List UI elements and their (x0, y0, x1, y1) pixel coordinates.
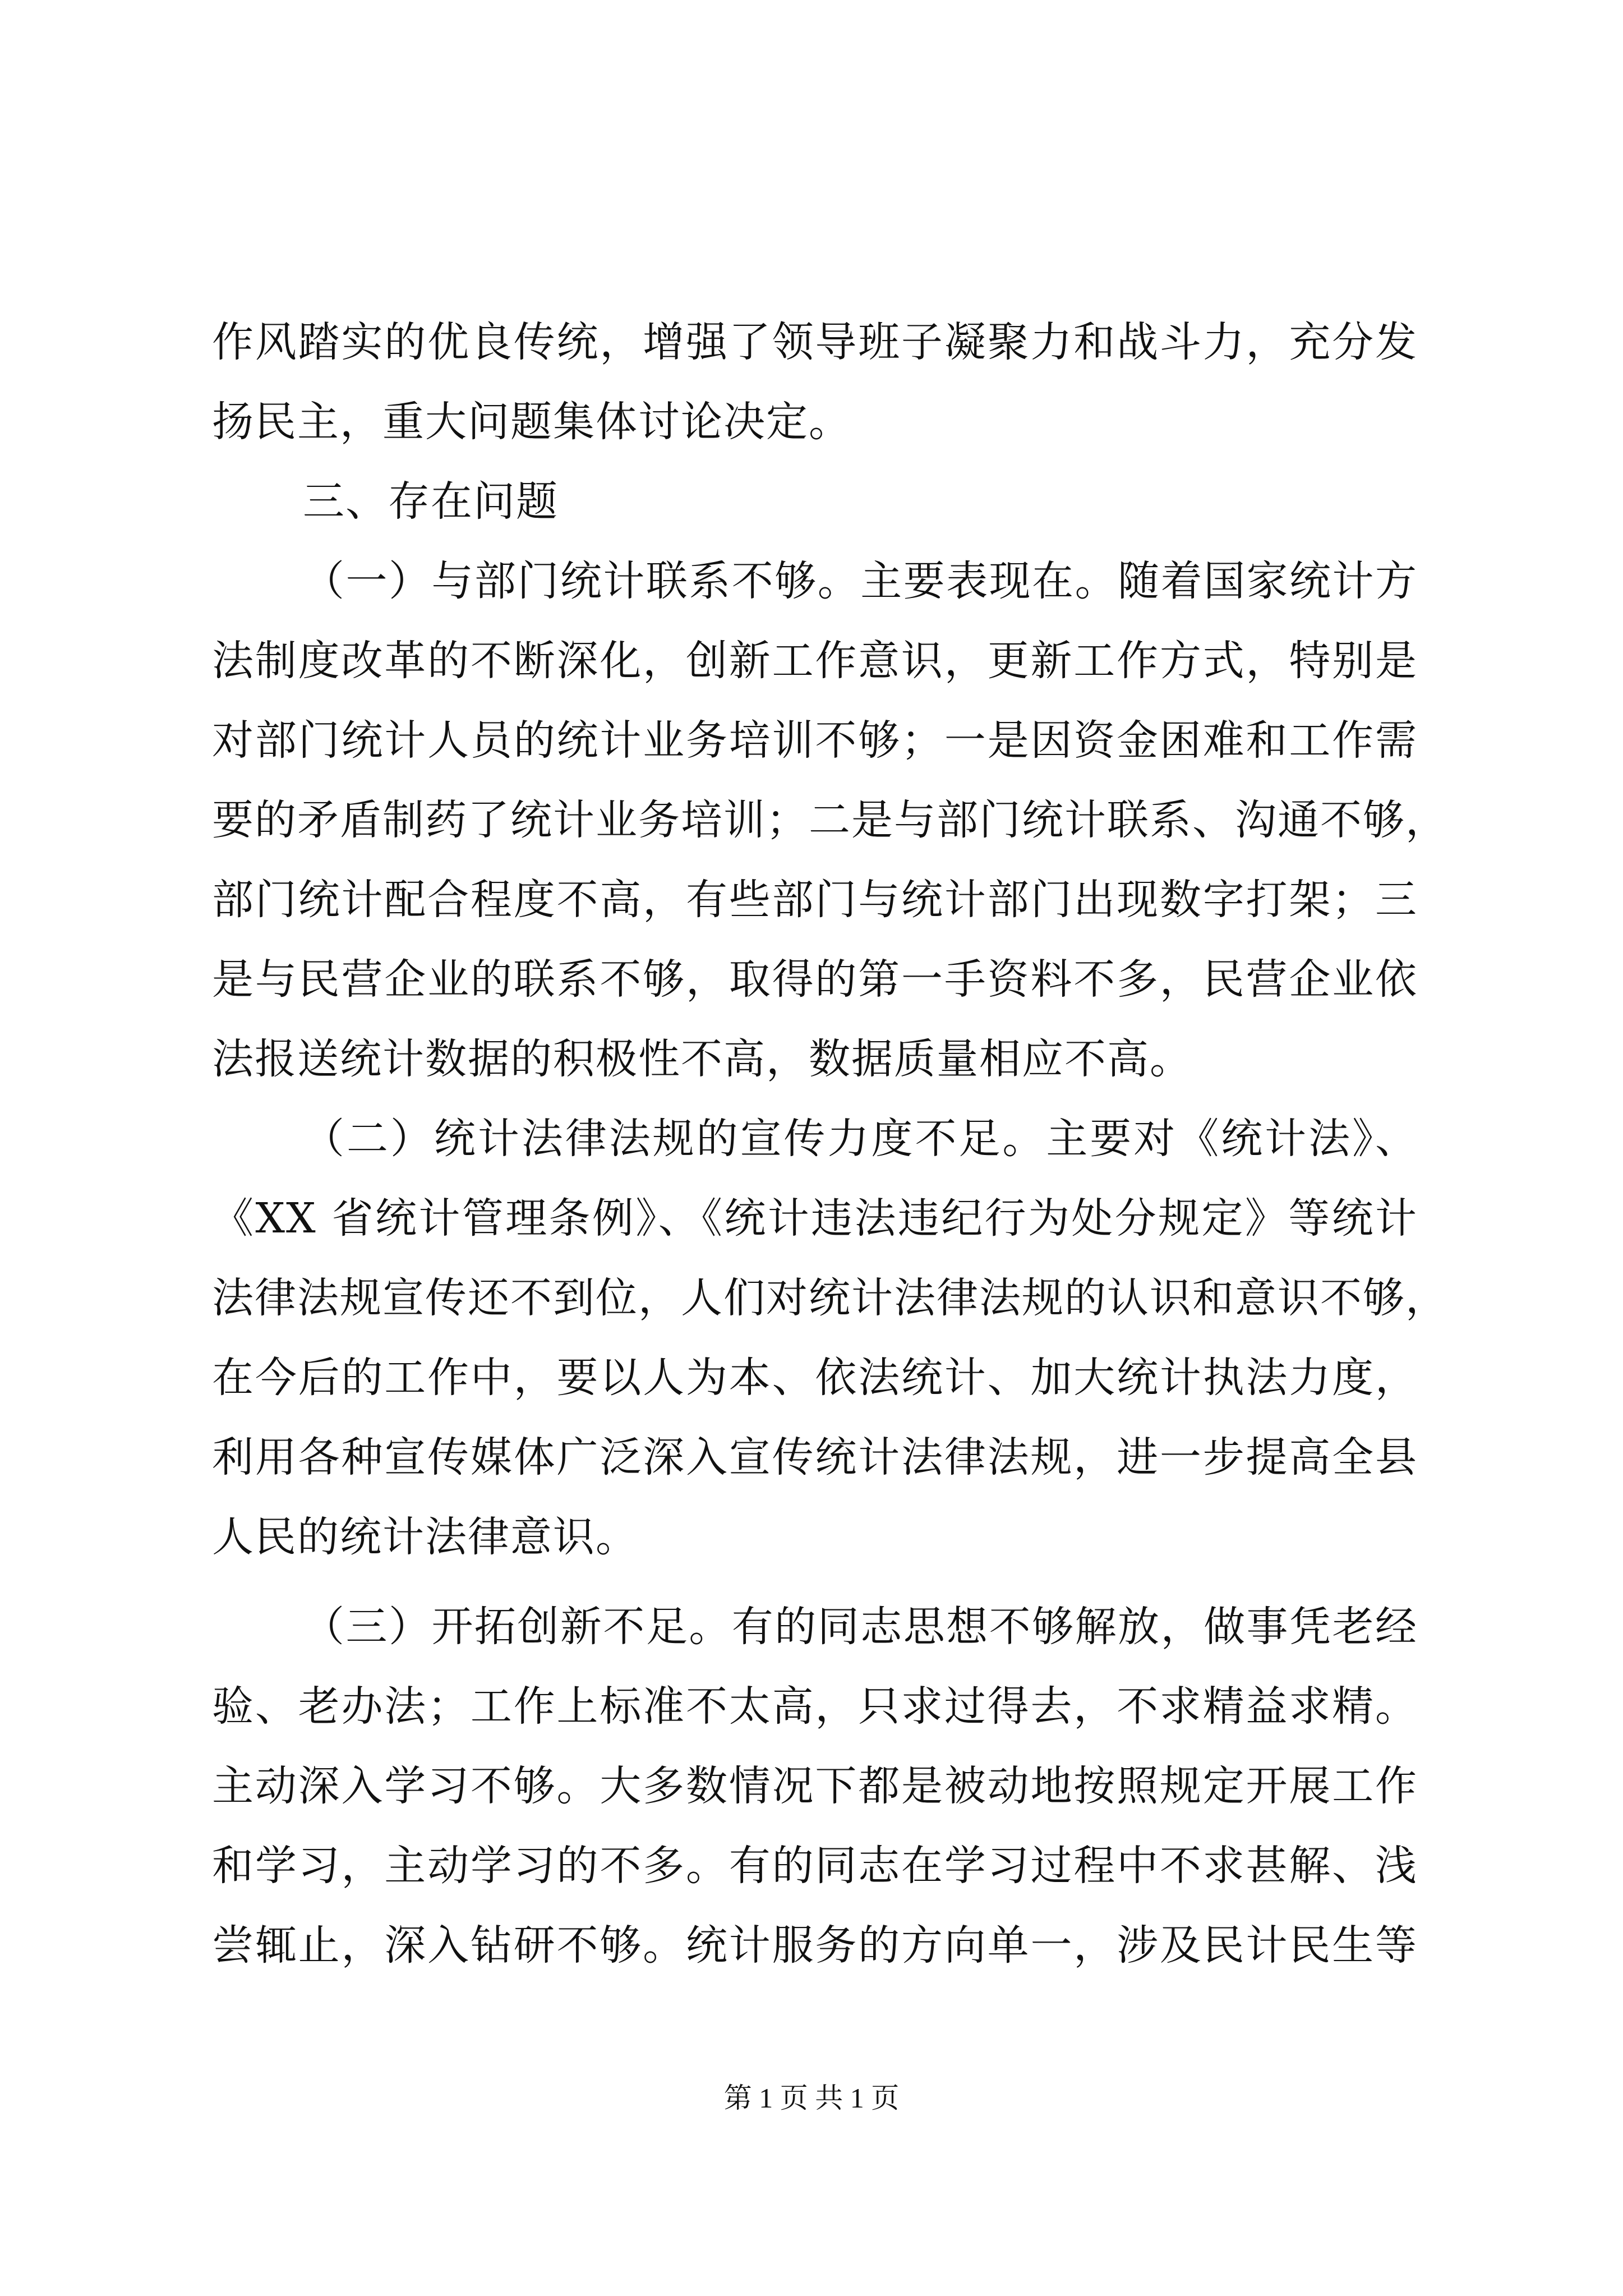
text-line-7: 要的矛盾制药了统计业务培训；二是与部门统计联系、沟通不够， (212, 796, 1448, 844)
text-line-19: 主动深入学习不够。大多数情况下都是被动地按照规定开展工作 (212, 1762, 1418, 1810)
text-line-14: 在今后的工作中，要以人为本、依法统计、加大统计执法力度， (212, 1354, 1418, 1402)
text-line-15: 利用各种宣传媒体广泛深入宣传统计法律法规，进一步提高全县 (212, 1433, 1418, 1481)
text-line-6: 对部门统计人员的统计业务培训不够；一是因资金困难和工作需 (212, 716, 1418, 765)
text-line-16: 人民的统计法律意识。 (212, 1513, 638, 1561)
text-line-21: 尝辄止，深入钻研不够。统计服务的方向单一，涉及民计民生等 (212, 1921, 1418, 1970)
text-line-2: 扬民主，重大问题集体讨论决定。 (212, 398, 851, 446)
page-number-footer: 第 1 页 共 1 页 (723, 2082, 900, 2114)
text-line-12: 《XX 省统计管理条例》、《统计违法违纪行为处分规定》等统计 (212, 1194, 1418, 1243)
text-line-11: （二）统计法律法规的宣传力度不足。主要对《统计法》、 (303, 1115, 1418, 1163)
text-line-8: 部门统计配合程度不高，有些部门与统计部门出现数字打架；三 (212, 876, 1418, 924)
text-line-17: （三）开拓创新不足。有的同志思想不够解放，做事凭老经 (303, 1603, 1418, 1651)
section-heading-problems: 三、存在问题 (303, 477, 559, 526)
text-line-9: 是与民营企业的联系不够，取得的第一手资料不多，民营企业依 (212, 955, 1418, 1004)
text-line-10: 法报送统计数据的积极性不高，数据质量相应不高。 (212, 1035, 1192, 1083)
text-line-4: （一）与部门统计联系不够。主要表现在。随着国家统计方 (303, 557, 1418, 605)
text-line-5: 法制度改革的不断深化，创新工作意识，更新工作方式，特别是 (212, 637, 1418, 685)
text-line-20: 和学习，主动学习的不多。有的同志在学习过程中不求甚解、浅 (212, 1842, 1418, 1890)
text-line-18: 验、老办法；工作上标准不太高，只求过得去，不求精益求精。 (212, 1682, 1418, 1731)
text-line-13: 法律法规宣传还不到位，人们对统计法律法规的认识和意识不够， (212, 1274, 1448, 1322)
text-line-1: 作风踏实的优良传统，增强了领导班子凝聚力和战斗力，充分发 (212, 318, 1418, 366)
